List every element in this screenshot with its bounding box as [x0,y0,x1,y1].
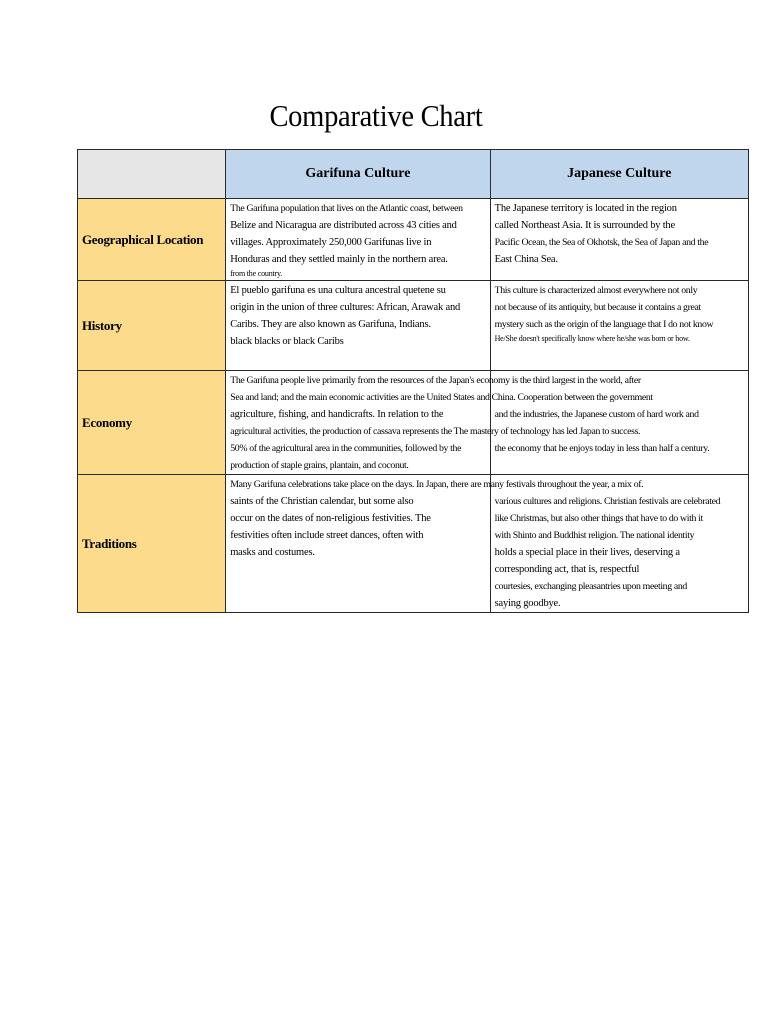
cell-line: the economy that he enjoys today in less than half a century. [494,443,710,454]
table-row [78,199,749,281]
cell-line: The Japanese territory is located in the region [494,203,677,214]
cell-line: called Northeast Asia. It is surrounded by the [494,220,675,231]
cell-line: This culture is characterized almost everywhere not only [494,285,698,296]
row-label: Geographical Location [78,199,226,281]
header-japanese: Japanese Culture [490,150,748,199]
cell-line: The Garifuna people live primarily from the resources of the Japan's economy is the third largest in the world, after [230,375,641,386]
cell-line: The Garifuna population that lives on the Atlantic coast, between [230,203,463,214]
cell-line: not because of its antiquity, but because it contains a great [494,302,701,313]
cell-line: black blacks or black Caribs [230,336,344,347]
cell-line: corresponding act, that is, respectful [494,564,640,575]
table-row [78,475,749,613]
corner-cell [78,150,226,199]
cell-line: masks and costumes. [230,547,315,558]
cell-line: production of staple grains, plantain, and coconut. [230,460,409,471]
cell-line: Caribs. They are also known as Garifuna, Indians. [230,319,431,330]
cell-line: agricultural activities, the production of cassava represents the The mastery of technology has led Japan to success. [230,426,641,437]
japanese-cell [490,281,748,371]
row-label: Economy [78,371,226,475]
cell-line: origin in the union of three cultures: African, Arawak and [230,302,461,313]
table-row [78,371,749,475]
cell-line: villages. Approximately 250,000 Garifunas live in [230,237,432,248]
japanese-cell [490,475,748,613]
header-row [78,150,749,199]
garifuna-cell [226,281,490,371]
cell-line: occur on the dates of non-religious festivities. The [230,513,431,524]
cell-line: holds a special place in their lives, deserving a [494,547,680,558]
cell-line: 50% of the agricultural area in the communities, followed by the [230,443,462,454]
cell-line: various cultures and religions. Christian festivals are celebrated [494,496,721,507]
cell-line: East China Sea. [494,254,558,265]
cell-line: with Shinto and Buddhist religion. The national identity [494,530,695,541]
cell-line: Many Garifuna celebrations take place on the days. In Japan, there are many festivals throughout the year, a mix of. [230,479,644,490]
cell-line: Sea and land; and the main economic activities are the United States and China. Cooperation between the government [230,392,653,403]
cell-line: courtesies, exchanging pleasantries upon meeting and [494,581,687,592]
japanese-cell [490,199,748,281]
row-label: History [78,281,226,371]
cell-line: like Christmas, but also other things that have to do with it [494,513,703,524]
table-row [78,281,749,371]
cell-line: Honduras and they settled mainly in the northern area. [230,254,448,265]
cell-line: saints of the Christian calendar, but some also [230,496,414,507]
row-label: Traditions [78,475,226,613]
cell-line: He/She doesn't specifically know where he/she was born or how. [494,334,690,343]
cell-line: from the country. [230,269,283,278]
comparative-table [77,149,749,613]
japanese-cell [490,371,748,475]
cell-line: and the industries, the Japanese custom of hard work and [494,409,699,420]
cell-line: Belize and Nicaragua are distributed across 43 cities and [230,220,457,231]
page-title: Comparative Chart [269,98,483,133]
header-garifuna: Garifuna Culture [226,150,490,199]
cell-line: mystery such as the origin of the language that I do not know [494,319,714,330]
cell-line: festivities often include street dances, often with [230,530,424,541]
cell-line: saying goodbye. [494,598,561,609]
cell-line: agriculture, fishing, and handicrafts. In relation to the [230,409,444,420]
cell-line: El pueblo garifuna es una cultura ancestral quetene su [230,285,446,296]
cell-line: Pacific Ocean, the Sea of Okhotsk, the Sea of Japan and the [494,237,709,248]
garifuna-cell [226,199,490,281]
